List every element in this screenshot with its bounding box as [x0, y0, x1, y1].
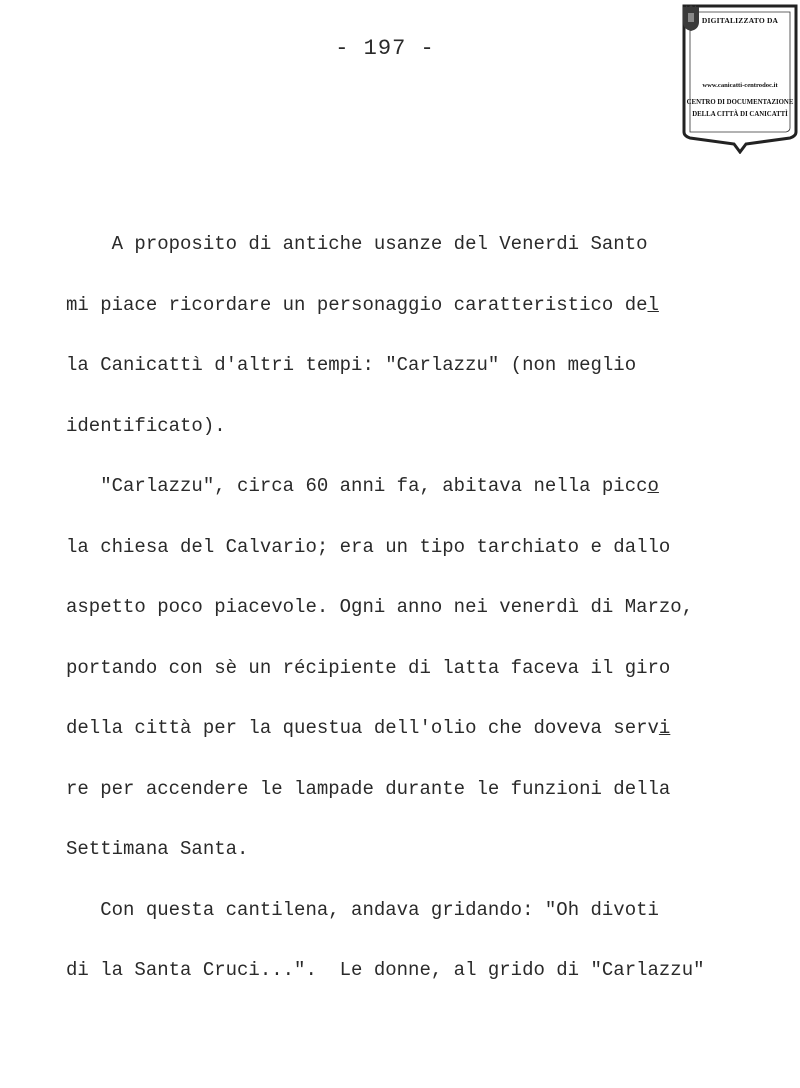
typewritten-body	[66, 214, 756, 1001]
line-text: la chiesa del Calvario; era un tipo tarchiato e dallo	[66, 535, 671, 558]
coat-of-arms-icon	[682, 4, 700, 32]
digitization-stamp	[682, 4, 798, 154]
line-text: della città per la questua dell'olio che doveva serv	[66, 717, 659, 739]
line-text: A proposito di antiche usanze del Venerdi Santo	[111, 233, 648, 255]
text-line	[66, 577, 756, 638]
text-line	[66, 759, 756, 820]
line-text: Con questa cantilena, andava gridando: "Oh divoti	[100, 898, 659, 921]
text-line	[66, 214, 756, 275]
line-text: mi piace ricordare un personaggio caratteristico de	[66, 293, 648, 316]
line-indent	[66, 899, 100, 921]
line-text: la Canicattì d'altri tempi: "Carlazzu" (non meglio	[66, 354, 637, 376]
text-line	[66, 517, 756, 578]
text-line	[66, 335, 756, 396]
stamp-url: www.canicatti-centrodoc.it	[702, 82, 778, 89]
line-indent	[66, 233, 112, 255]
text-line	[66, 880, 756, 941]
stamp-org-line-1: CENTRO DI DOCUMENTAZIONE	[686, 99, 794, 106]
line-text: Settimana Santa.	[66, 838, 249, 860]
text-line	[66, 456, 756, 517]
line-indent	[66, 475, 100, 497]
stamp-header: DIGITALIZZATO DA	[701, 16, 779, 25]
line-text: di la Santa Cruci...". Le donne, al grido di "Carlazzu"	[66, 959, 705, 981]
text-line	[66, 396, 756, 457]
line-text: portando con sè un récipiente di latta faceva il giro	[66, 656, 671, 679]
stamp-org-line-2: DELLA CITTÀ DI CANICATTÌ	[692, 111, 788, 118]
line-text: re per accendere le lampade durante le funzioni della	[66, 777, 671, 800]
line-text: aspetto poco piacevole. Ogni anno nei venerdì di Marzo,	[66, 596, 694, 618]
underlined-hyphen-char: l	[647, 293, 659, 316]
text-line	[66, 698, 756, 759]
text-line	[66, 638, 756, 699]
underlined-hyphen-char: i	[658, 717, 671, 739]
line-text: "Carlazzu", circa 60 anni fa, abitava nella picc	[100, 475, 648, 497]
text-line	[66, 275, 756, 336]
underlined-hyphen-char: o	[647, 475, 659, 497]
page-number: - 197 -	[335, 36, 435, 61]
text-line	[66, 940, 756, 1001]
text-line	[66, 819, 756, 880]
line-text: identificato).	[66, 414, 226, 437]
